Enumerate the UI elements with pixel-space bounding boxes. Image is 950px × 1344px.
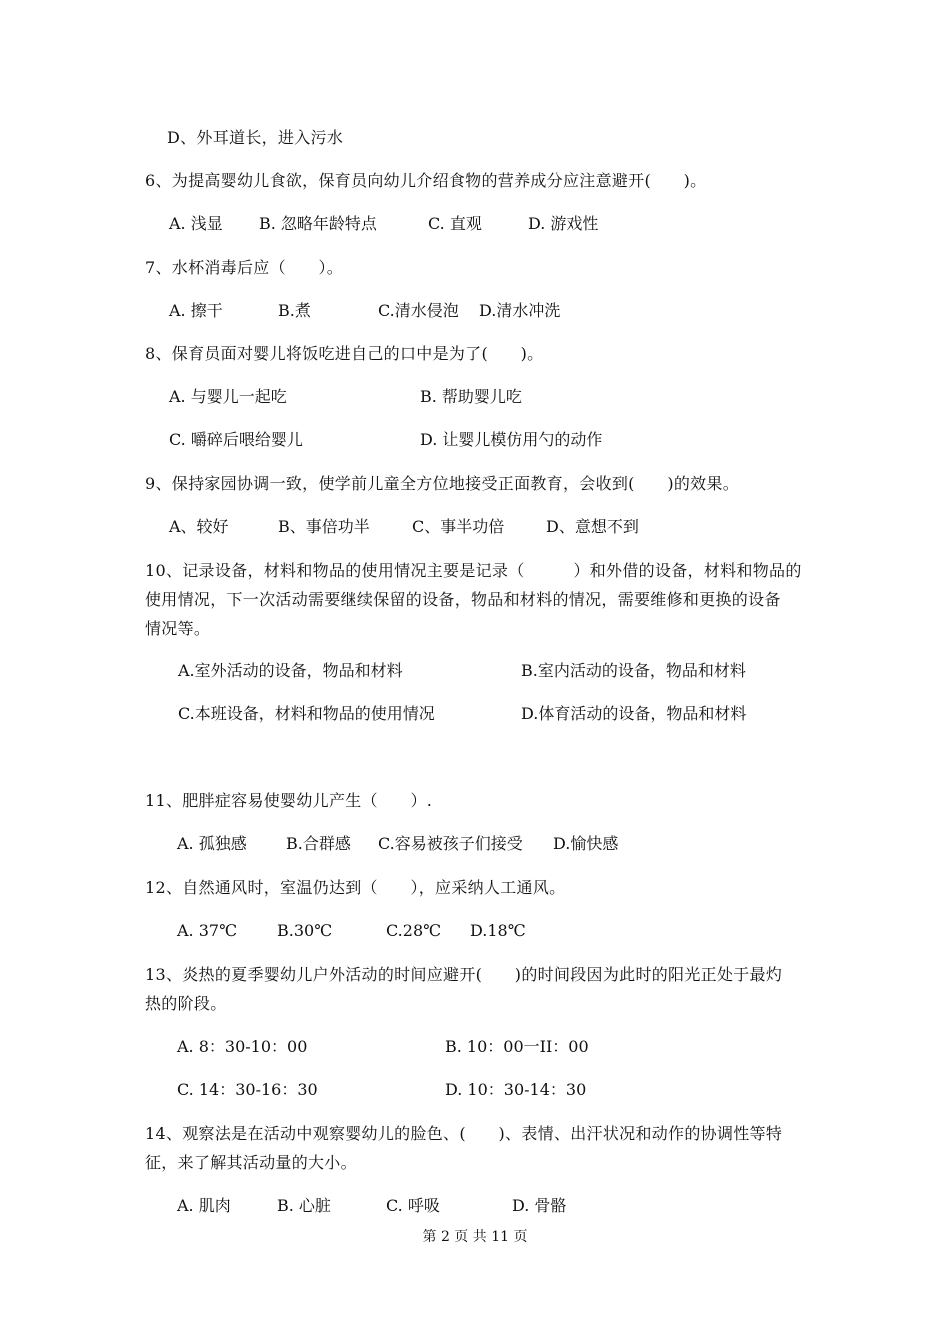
q7-option-d: D.清水冲洗 xyxy=(479,301,561,320)
q10-option-b: B.室内活动的设备，物品和材料 xyxy=(521,661,746,680)
q6-option-c: C. 直观 xyxy=(428,214,482,233)
q13-option-d: D. 10：30-14：30 xyxy=(445,1080,587,1099)
q6-option-a: A. 浅显 xyxy=(169,214,223,233)
q12-option-d: D.18℃ xyxy=(470,921,526,940)
q13-option-b: B. 10：00一II：00 xyxy=(445,1037,589,1056)
page-footer: 第 2 页 共 11 页 xyxy=(422,1229,528,1245)
q13-option-a: A. 8：30-10：00 xyxy=(177,1037,308,1056)
q14-option-b: B. 心脏 xyxy=(277,1196,331,1215)
q8-option-d: D. 让婴儿模仿用勺的动作 xyxy=(420,430,603,449)
q6-stem: 6、为提高婴幼儿食欲，保育员向幼儿介绍食物的营养成分应注意避开( )。 xyxy=(145,171,707,190)
q13-stem-line-2: 热的阶段。 xyxy=(145,994,227,1013)
q10-option-a: A.室外活动的设备，物品和材料 xyxy=(178,661,403,680)
q13-option-c: C. 14：30-16：30 xyxy=(177,1080,318,1099)
q9-option-c: C、事半功倍 xyxy=(412,517,505,536)
q5-option-d: D、外耳道长，进入污水 xyxy=(167,128,344,147)
q8-stem: 8、保育员面对婴儿将饭吃进自己的口中是为了( )。 xyxy=(145,344,544,363)
q10-stem-line-2: 使用情况，下一次活动需要继续保留的设备，物品和材料的情况，需要维修和更换的设备 xyxy=(145,590,781,609)
q7-option-a: A. 擦干 xyxy=(169,301,223,320)
q9-option-b: B、事倍功半 xyxy=(278,517,370,536)
q8-option-b: B. 帮助婴儿吃 xyxy=(420,387,522,406)
q14-option-c: C. 呼吸 xyxy=(386,1196,440,1215)
q14-stem-line-1: 14、观察法是在活动中观察婴幼儿的脸色、( )、表情、出汗状况和动作的协调性等特 xyxy=(145,1124,783,1143)
q8-option-a: A. 与婴儿一起吃 xyxy=(169,387,287,406)
q11-option-c: C.容易被孩子们接受 xyxy=(378,834,523,853)
q12-option-b: B.30℃ xyxy=(277,921,333,940)
q8-option-c: C. 嚼碎后喂给婴儿 xyxy=(169,430,303,449)
q10-option-c: C.本班设备，材料和物品的使用情况 xyxy=(178,704,435,723)
q6-option-b: B. 忽略年龄特点 xyxy=(259,214,377,233)
q6-option-d: D. 游戏性 xyxy=(528,214,599,233)
q10-stem-line-3: 情况等。 xyxy=(145,619,211,638)
q12-option-a: A. 37℃ xyxy=(177,921,237,940)
q7-stem: 7、水杯消毒后应（ ）。 xyxy=(145,258,344,277)
q7-option-b: B.煮 xyxy=(278,301,311,320)
q10-option-d: D.体育活动的设备，物品和材料 xyxy=(521,704,747,723)
q11-option-b: B.合群感 xyxy=(286,834,351,853)
q9-option-d: D、意想不到 xyxy=(546,517,639,536)
q13-stem-line-1: 13、炎热的夏季婴幼儿户外活动的时间应避开( )的时间段因为此时的阳光正处于最灼 xyxy=(145,965,783,984)
q14-option-a: A. 肌肉 xyxy=(177,1196,231,1215)
q7-option-c: C.清水侵泡 xyxy=(378,301,459,320)
q14-option-d: D. 骨骼 xyxy=(512,1196,567,1215)
q11-option-a: A. 孤独感 xyxy=(177,834,247,853)
q9-stem: 9、保持家园协调一致，使学前儿童全方位地接受正面教育，会收到( )的效果。 xyxy=(145,474,740,493)
q10-stem-line-1: 10、记录设备，材料和物品的使用情况主要是记录（ ）和外借的设备，材料和物品的 xyxy=(145,561,802,580)
q12-option-c: C.28℃ xyxy=(386,921,442,940)
q11-option-d: D.愉快感 xyxy=(553,834,619,853)
q9-option-a: A、较好 xyxy=(169,517,229,536)
q11-stem: 11、肥胖症容易使婴幼儿产生（ ）. xyxy=(145,791,433,810)
q14-stem-line-2: 征，来了解其活动量的大小。 xyxy=(145,1153,357,1172)
q12-stem: 12、自然通风时，室温仍达到（ ），应采纳人工通风。 xyxy=(145,878,566,897)
